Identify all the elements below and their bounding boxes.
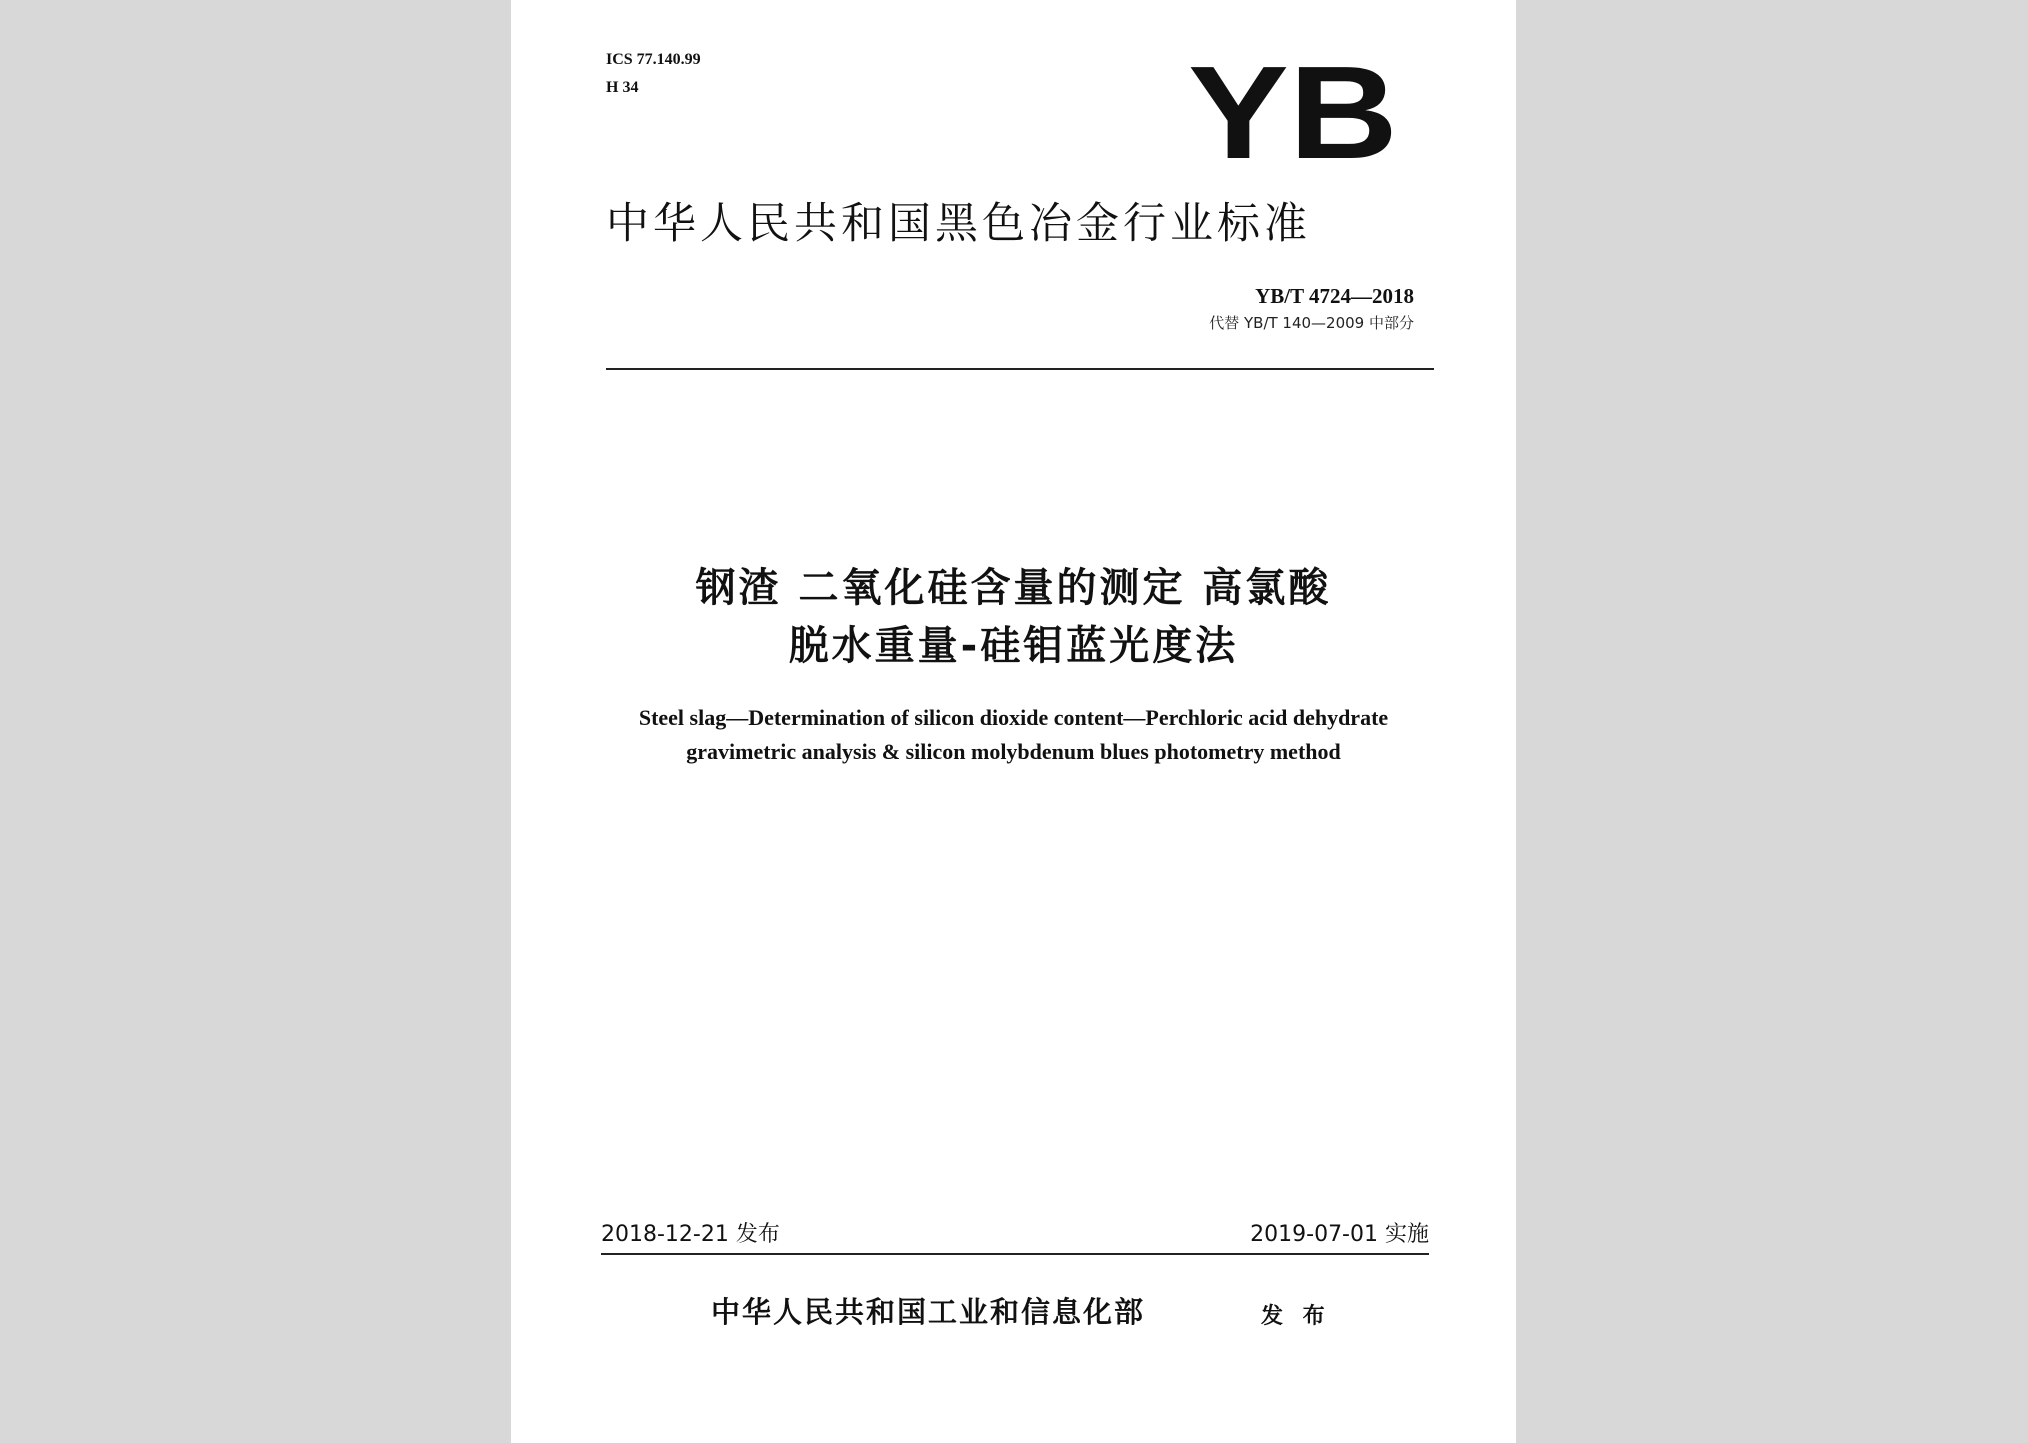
header-divider	[606, 368, 1434, 370]
footer-divider	[601, 1253, 1429, 1255]
yb-logo-text: YB	[1188, 50, 1398, 170]
yb-logo-mark	[1183, 50, 1403, 170]
publish-label: 发 布	[1261, 1303, 1331, 1329]
publish-date: 2018-12-21 发布	[601, 1222, 780, 1247]
document-page	[511, 0, 1516, 1443]
title-en-line1: Steel slag—Determination of silicon dioxide content—Perchloric acid dehydrate	[638, 705, 1389, 730]
ics-code: ICS 77.140.99	[606, 51, 701, 68]
title-en-line2: gravimetric analysis & silicon molybdenum blues photometry method	[686, 739, 1341, 764]
title-cn-line2: 脱水重量-硅钼蓝光度法	[788, 623, 1239, 669]
standard-replaces: 代替 YB/T 140—2009 中部分	[1209, 314, 1414, 332]
standard-heading: 中华人民共和国黑色冶金行业标准	[606, 199, 1311, 249]
implementation-date: 2019-07-01 实施	[1250, 1222, 1429, 1247]
standard-code: YB/T 4724—2018	[1255, 284, 1414, 308]
publisher-name: 中华人民共和国工业和信息化部	[711, 1295, 1146, 1329]
ccs-code: H 34	[606, 79, 639, 96]
yb-logo	[1183, 50, 1403, 170]
title-cn-line1: 钢渣 二氧化硅含量的测定 高氯酸	[695, 565, 1332, 611]
